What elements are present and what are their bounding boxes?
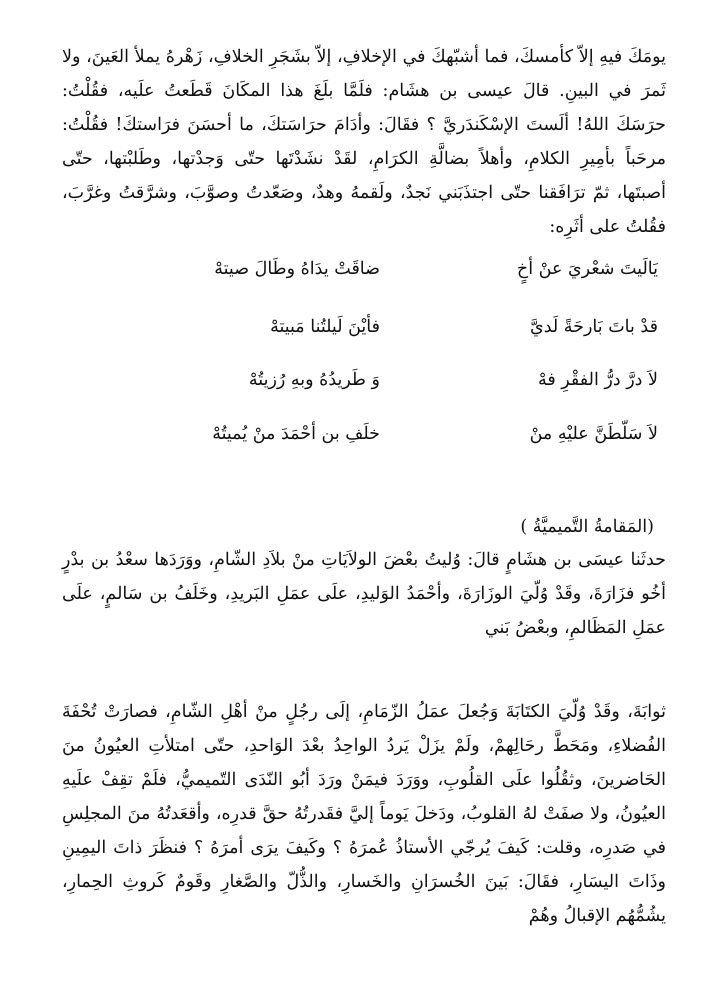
poem-verse-3-first-hemistich: لاَ درَّ درُّ الفقْرِ فهْ	[537, 370, 658, 390]
poem-verse-2-first-hemistich: قدْ باتَ بَارحَةً لَديَّ	[530, 317, 658, 337]
poem-verse-1-first-hemistich: يَالَيتَ شعْريَ عنْ أخٍ	[516, 259, 658, 279]
poem-verse-1-second-hemistich: ضاقَتْ يدَاهُ وطَالَ صيتهْ	[214, 259, 380, 279]
poem-verse-4-second-hemistich: خلَفِ بن أحْمَدَ منْ يُميتُهْ	[212, 424, 380, 444]
section-heading: (المَقامةُ التَّميميَّةُ )	[520, 517, 654, 537]
poem-verse-3-second-hemistich: وَ طَريدُهُ وبهِ رُزيتُهْ	[248, 370, 380, 390]
section-paragraph-1: حدثَنا عيسَى بن هشَامٍ قالَ: وُليتُ بعْضَ الولاَيَاتِ منْ بلاَدِ الشّامِ، ووَرَدَها سعْدُ بن بدْرٍ أخُو فزَارَةَ، وقَدْ وُلّيَ الوزَارَةَ، وأحْمَدُ الوَليدِ، علَى عمَلِ البَريدِ، وخَلَفُ بن سَالمٍ، علَى عمَلِ المَظَالمِ، وبعْضُ بَني	[62, 550, 666, 638]
poem-verse-2-second-hemistich: فأيْنَ لَيلتُنا مَبيتهْ	[270, 317, 380, 337]
poem-verse-4-first-hemistich: لاَ سَلّطَنَّ عليْهِ منْ	[529, 424, 658, 444]
intro-paragraph: يومَكَ فيهِ إلاّ كأمسكَ، فما أشبّهكَ في الإخلافِ، إلاّ بشَجَرِ الخلافِ، زَهْرهُ يملأ العَينَ، ولا ثَمرَ في البينِ. قالَ عيسى بن هشَام: فلَمَّا بلَغَ هذا المكَانَ قَطَعتُ علَيه، فقُلْتُ: حرَسَكَ اللهُ! ألَستَ الإسْكَندَريَّ ؟ فقَالَ: وأدَامَ حرَاسَتكَ، ما أحسَنَ فرَاستكَ! فقُلْتُ: مرحَباً بأمِيرِ الكلامِ، وأهلاً بضالَّةِ الكرَامِ، لقَدْ نشَدْتَها حتّى وَجدْتها، وطَلبْتها، حتّى أصبتَها، ثمّ ترَافَقنا حتّى اجتذَبَني نَجدٌ، ولَقمهُ وهدٌ، وصَعّدتُ وصوَّبَ، وشرَّقتُ وغرَّبَ، فقُلتُ على أثَرِه:	[62, 47, 666, 237]
section-paragraph-2: ثوابَةَ، وقَدْ وُلّيَ الكتَابَةَ وَجُعلَ عمَلُ الزّمَامِ، إلَى رجُلٍ منْ أهْلِ الشّامِ، فصارَتْ تُحْفَةَ الفُضلاءِ، ومَحَطَّ رحَالِهمْ، ولَمْ يزَلْ يَردُ الواحِدُ بعْدَ الوَاحدِ، حتّى امتلأتِ العيُونُ منَ الحَاضرينَ، وثقُلُوا علَى القلُوبِ، ووَرَدَ فيمَنْ ورَدَ أبُو النّدَى التّميميُّ، فلَمْ تقِفْ علَيهِ العيُونُ، ولا صفَتْ لهُ القلوبُ، ودَخلَ يَوماً إليَّ فقَدرتُهُ حقَّ قدرِه، وأقعَدتُهُ منَ المجلِسِ في صَدرِه، وقلت: كَيفَ يُرجّي الأستاذُ عُمرَهُ ؟ وكَيفَ يرَى أمرَهُ ؟ فنظَرَ ذاتَ اليمِينِ وذَاتَ اليسَارِ، فقَالَ: بَينَ الخُسرَانِ والخَسارِ، والذُّلّ والصَّغارِ وقَومٌ كَروثِ الحِمارِ، يشُمُّهُم الإقبالُ وهُمْ	[62, 702, 666, 926]
